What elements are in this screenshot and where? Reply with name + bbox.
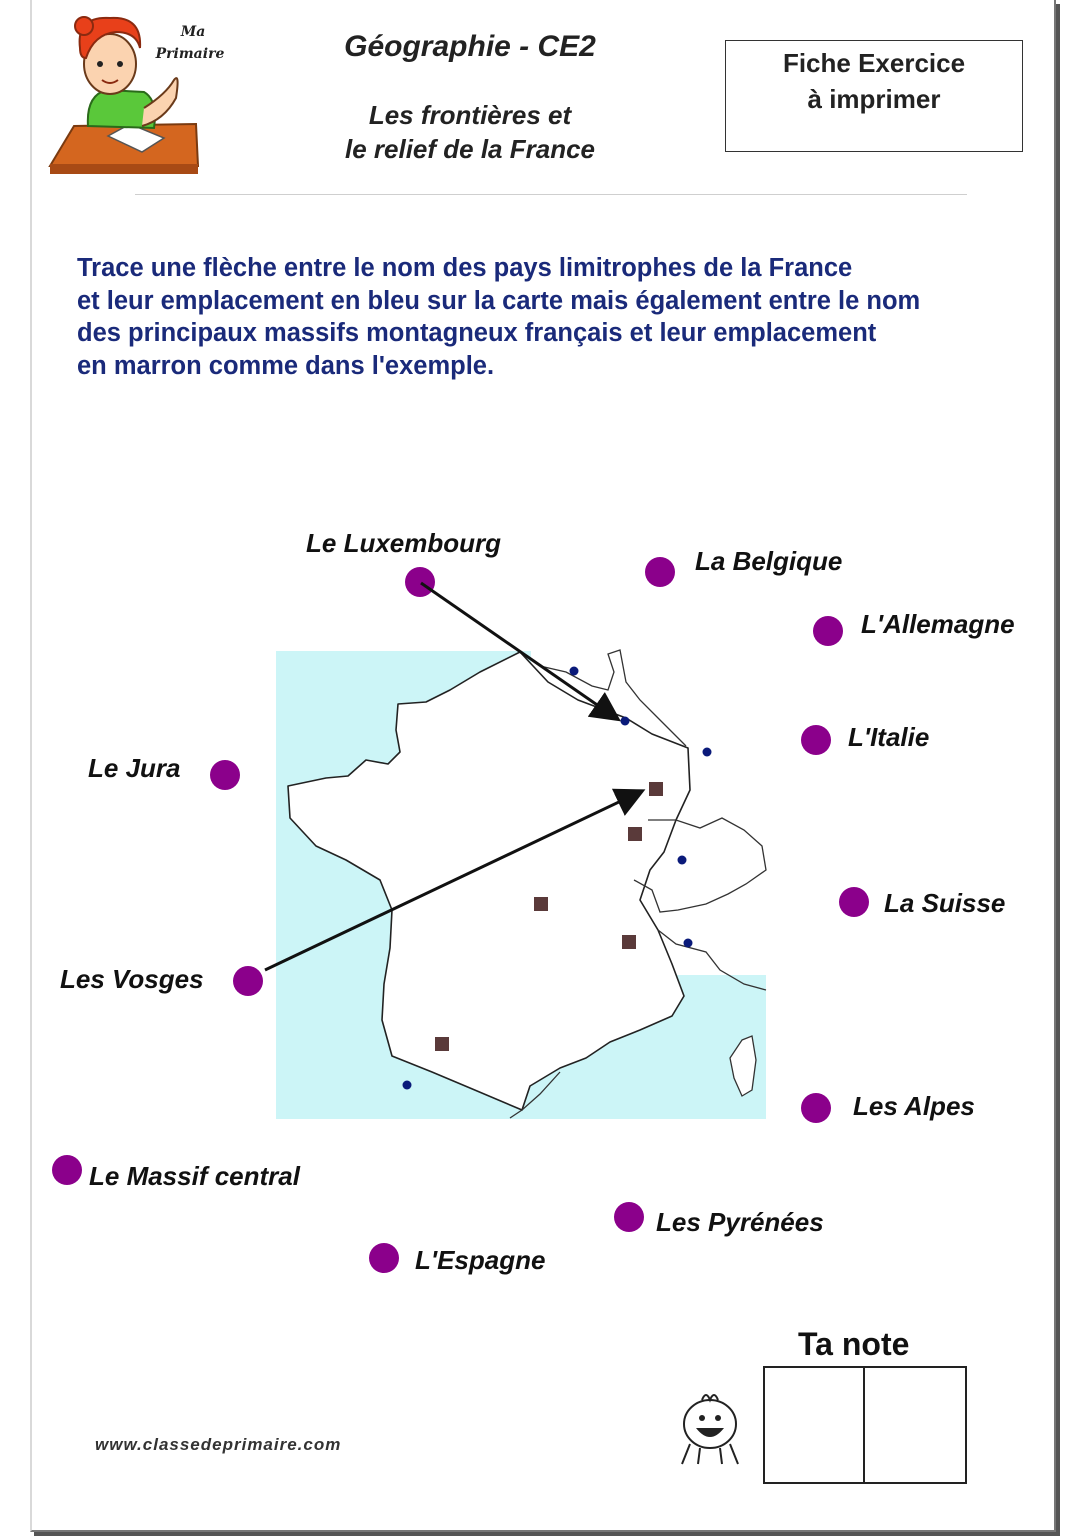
country-location-marker (678, 856, 687, 865)
subtitle-line-2: le relief de la France (344, 134, 595, 164)
smiling-mascot-illustration (676, 1388, 748, 1466)
dot-le-massif-central (52, 1155, 82, 1185)
label-le-luxembourg: Le Luxembourg (306, 528, 502, 558)
mountain-location-marker (435, 1037, 449, 1051)
mountain-location-marker (622, 935, 636, 949)
label-les-pyrenees: Les Pyrénées (656, 1207, 824, 1237)
mountain-location-marker (628, 827, 642, 841)
score-label: Ta note (798, 1326, 910, 1362)
logo-line-ma: Ma (180, 24, 206, 40)
label-l-italie: L'Italie (848, 722, 930, 752)
label-le-massif-central: Le Massif central (89, 1161, 300, 1191)
label-la-suisse: La Suisse (884, 888, 1006, 918)
dot-l-italie (801, 725, 831, 755)
label-l-espagne: L'Espagne (415, 1245, 546, 1275)
dot-la-suisse (839, 887, 869, 917)
label-l-allemagne: L'Allemagne (861, 609, 1015, 639)
label-le-jura: Le Jura (88, 753, 181, 783)
badge-line-2: à imprimer (807, 84, 941, 114)
subtitle-line-1: Les frontières et (368, 100, 572, 130)
footer-url: www.classedeprimaire.com (95, 1435, 342, 1454)
dot-la-belgique (645, 557, 675, 587)
country-location-marker (570, 667, 579, 676)
label-les-alpes: Les Alpes (853, 1091, 975, 1121)
country-location-marker (703, 748, 712, 757)
dot-l-espagne (369, 1243, 399, 1273)
label-la-belgique: La Belgique (695, 546, 843, 576)
mountain-location-marker (649, 782, 663, 796)
badge-line-1: Fiche Exercice (782, 48, 966, 78)
dot-les-vosges (233, 966, 263, 996)
dot-les-alpes (801, 1093, 831, 1123)
score-cell-right (865, 1368, 965, 1482)
logo-line-primaire: Primaire (155, 46, 225, 62)
instruction-line: en marron comme dans l'exemple. (77, 351, 495, 380)
mountain-location-marker (534, 897, 548, 911)
country-location-marker (403, 1081, 412, 1090)
score-cell-left (765, 1368, 865, 1482)
dot-le-jura (210, 760, 240, 790)
dot-les-pyrenees (614, 1202, 644, 1232)
score-box (763, 1366, 967, 1484)
dot-l-allemagne (813, 616, 843, 646)
country-location-marker (621, 717, 630, 726)
label-les-vosges: Les Vosges (60, 964, 204, 994)
country-location-marker (684, 939, 693, 948)
instruction-line: des principaux massifs montagneux français et leur emplacement (77, 319, 877, 347)
dot-le-luxembourg (405, 567, 435, 597)
instruction-line: et leur emplacement en bleu sur la carte mais également entre le nom (77, 286, 921, 315)
instruction-line: Trace une flèche entre le nom des pays limitrophes de la France (77, 254, 853, 282)
page-title: Géographie - CE2 (344, 30, 596, 63)
